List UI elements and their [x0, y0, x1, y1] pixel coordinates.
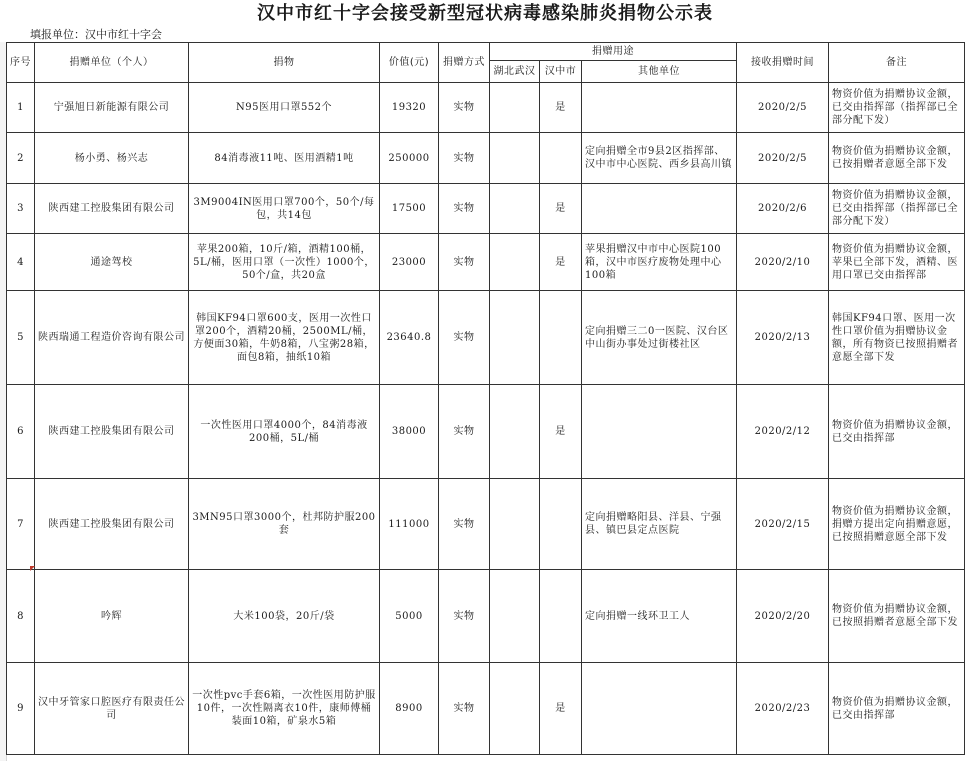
cell-wuhan[interactable]	[490, 663, 540, 755]
cell-item[interactable]: 84消毒液11吨、医用酒精1吨	[189, 133, 380, 184]
cell-note[interactable]: 物资价值为捐赠协议金额，已按捐赠者意愿全部下发	[829, 133, 965, 184]
cell-donor[interactable]: 吟辉	[35, 570, 189, 663]
table-row	[7, 479, 965, 570]
table-body	[7, 83, 965, 755]
cell-hanzhong[interactable]: 是	[540, 184, 582, 234]
cell-method[interactable]: 实物	[439, 570, 490, 663]
cell-item[interactable]: 一次性pvc手套6箱，一次性医用防护服10件，一次性隔离衣10件，康师傅桶装面10箱，矿泉水5箱	[189, 663, 380, 755]
cell-seq[interactable]: 4	[7, 234, 35, 291]
cell-wuhan[interactable]	[490, 385, 540, 479]
cell-seq[interactable]: 9	[7, 663, 35, 755]
cell-seq[interactable]: 1	[7, 83, 35, 133]
cell-method[interactable]: 实物	[439, 83, 490, 133]
cell-value[interactable]: 23000	[380, 234, 439, 291]
cell-item[interactable]: 大米100袋，20斤/袋	[189, 570, 380, 663]
cell-value[interactable]: 23640.8	[380, 291, 439, 385]
cell-date[interactable]: 2020/2/15	[737, 479, 829, 570]
cell-seq[interactable]: 8	[7, 570, 35, 663]
cell-date[interactable]: 2020/2/10	[737, 234, 829, 291]
cell-other[interactable]	[582, 385, 737, 479]
cell-donor[interactable]: 陕西建工控股集团有限公司	[35, 184, 189, 234]
cell-other[interactable]	[582, 83, 737, 133]
cell-item[interactable]: 韩国KF94口罩600支，医用一次性口罩200个，酒精20桶，2500ML/桶，方便面30箱，牛奶8箱，八宝粥28箱，面包8箱，抽纸10箱	[189, 291, 380, 385]
cell-hanzhong[interactable]	[540, 479, 582, 570]
header-hanzhong[interactable]: 汉中市	[540, 61, 582, 83]
cell-other[interactable]: 定向捐赠略阳县、洋县、宁强县、镇巴县定点医院	[582, 479, 737, 570]
header-seq[interactable]: 序号	[7, 43, 35, 83]
table-row	[7, 570, 965, 663]
cell-item[interactable]: 3MN95口罩3000个，杜邦防护服200套	[189, 479, 380, 570]
cell-seq[interactable]: 3	[7, 184, 35, 234]
cell-date[interactable]: 2020/2/23	[737, 663, 829, 755]
cell-date[interactable]: 2020/2/6	[737, 184, 829, 234]
table-row	[7, 184, 965, 234]
cell-method[interactable]: 实物	[439, 184, 490, 234]
cell-value[interactable]: 250000	[380, 133, 439, 184]
cell-wuhan[interactable]	[490, 133, 540, 184]
cell-hanzhong[interactable]	[540, 570, 582, 663]
cell-method[interactable]: 实物	[439, 291, 490, 385]
cell-method[interactable]: 实物	[439, 479, 490, 570]
cell-seq[interactable]: 5	[7, 291, 35, 385]
cell-date[interactable]: 2020/2/12	[737, 385, 829, 479]
cell-item[interactable]: 一次性医用口罩4000个，84消毒液200桶，5L/桶	[189, 385, 380, 479]
cell-other[interactable]: 定向捐赠全市9县2区指挥部、汉中市中心医院、西乡县高川镇	[582, 133, 737, 184]
cell-wuhan[interactable]	[490, 570, 540, 663]
cell-value[interactable]: 111000	[380, 479, 439, 570]
cell-wuhan[interactable]	[490, 184, 540, 234]
cell-date[interactable]: 2020/2/13	[737, 291, 829, 385]
cell-date[interactable]: 2020/2/5	[737, 133, 829, 184]
header-row-1	[7, 43, 965, 61]
cell-item[interactable]: N95医用口罩552个	[189, 83, 380, 133]
cell-seq[interactable]: 6	[7, 385, 35, 479]
cell-other[interactable]	[582, 663, 737, 755]
cell-value[interactable]: 19320	[380, 83, 439, 133]
table-row	[7, 234, 965, 291]
cell-note[interactable]: 物资价值为捐赠协议金额，已交由指挥部	[829, 663, 965, 755]
header-date[interactable]: 接收捐赠时间	[737, 43, 829, 83]
cell-value[interactable]: 8900	[380, 663, 439, 755]
cell-other[interactable]: 定向捐赠三二0一医院、汉台区中山街办事处过街楼社区	[582, 291, 737, 385]
filler-unit: 填报单位：汉中市红十字会	[30, 28, 162, 41]
cell-wuhan[interactable]	[490, 291, 540, 385]
cell-item[interactable]: 3M9004IN医用口罩700个，50个/每包，共14包	[189, 184, 380, 234]
cell-donor[interactable]: 杨小勇、杨兴志	[35, 133, 189, 184]
header-value[interactable]: 价值(元)	[380, 43, 439, 83]
cell-donor[interactable]: 宁强旭日新能源有限公司	[35, 83, 189, 133]
cell-donor[interactable]: 通途驾校	[35, 234, 189, 291]
cell-note[interactable]: 物资价值为捐赠协议金额，已交由指挥部（指挥部已全部分配下发）	[829, 83, 965, 133]
cell-value[interactable]: 5000	[380, 570, 439, 663]
cell-hanzhong[interactable]: 是	[540, 83, 582, 133]
header-donor[interactable]: 捐赠单位（个人）	[35, 43, 189, 83]
cell-seq[interactable]: 2	[7, 133, 35, 184]
cell-method[interactable]: 实物	[439, 234, 490, 291]
cell-donor[interactable]: 汉中牙管家口腔医疗有限责任公司	[35, 663, 189, 755]
cell-seq[interactable]: 7	[7, 479, 35, 570]
cell-note[interactable]: 物资价值为捐赠协议金额，已交由指挥部	[829, 385, 965, 479]
cell-hanzhong[interactable]: 是	[540, 663, 582, 755]
header-other[interactable]: 其他单位	[582, 61, 737, 83]
cell-wuhan[interactable]	[490, 83, 540, 133]
table-row	[7, 663, 965, 755]
cell-note[interactable]: 物资价值为捐赠协议金额，捐赠方提出定向捐赠意愿，已按照捐赠意愿全部下发	[829, 479, 965, 570]
cell-method[interactable]: 实物	[439, 663, 490, 755]
cell-hanzhong[interactable]: 是	[540, 234, 582, 291]
cell-hanzhong[interactable]	[540, 133, 582, 184]
cell-item[interactable]: 苹果200箱，10斤/箱，酒精100桶，5L/桶，医用口罩（一次性）1000个，50个/盒，共20盒	[189, 234, 380, 291]
cell-value[interactable]: 17500	[380, 184, 439, 234]
cell-other[interactable]: 定向捐赠一线环卫工人	[582, 570, 737, 663]
cell-note[interactable]: 韩国KF94口罩、医用一次性口罩价值为捐赠协议金额，所有物资已按照捐赠者意愿全部下发	[829, 291, 965, 385]
sheet-title: 汉中市红十字会接受新型冠状病毒感染肺炎捐物公示表	[257, 3, 713, 24]
cell-wuhan[interactable]	[490, 479, 540, 570]
cell-donor[interactable]: 陕西瑞通工程造价咨询有限公司	[35, 291, 189, 385]
table-row	[7, 385, 965, 479]
cell-hanzhong[interactable]	[540, 291, 582, 385]
cell-note[interactable]: 物资价值为捐赠协议金额，已按照捐赠者意愿全部下发	[829, 570, 965, 663]
comment-indicator	[30, 566, 35, 571]
cell-value[interactable]: 38000	[380, 385, 439, 479]
cell-wuhan[interactable]	[490, 234, 540, 291]
header-wuhan[interactable]: 湖北武汉	[490, 61, 540, 83]
cell-method[interactable]: 实物	[439, 385, 490, 479]
table-row	[7, 133, 965, 184]
header-note[interactable]: 备注	[829, 43, 965, 83]
cell-other[interactable]	[582, 184, 737, 234]
cell-date[interactable]: 2020/2/5	[737, 83, 829, 133]
cell-method[interactable]: 实物	[439, 133, 490, 184]
cell-note[interactable]: 物资价值为捐赠协议金额，已交由指挥部（指挥部已全部分配下发）	[829, 184, 965, 234]
cell-date[interactable]: 2020/2/20	[737, 570, 829, 663]
header-item[interactable]: 捐物	[189, 43, 380, 83]
header-purpose[interactable]: 捐赠用途	[490, 43, 737, 61]
cell-donor[interactable]: 陕西建工控股集团有限公司	[35, 479, 189, 570]
cell-note[interactable]: 物资价值为捐赠协议金额，苹果已全部下发，酒精、医用口罩已交由指挥部	[829, 234, 965, 291]
donation-table	[6, 42, 965, 755]
cell-donor[interactable]: 陕西建工控股集团有限公司	[35, 385, 189, 479]
cell-other[interactable]: 苹果捐赠汉中市中心医院100箱，汉中市医疗废物处理中心100箱	[582, 234, 737, 291]
header-method[interactable]: 捐赠方式	[439, 43, 490, 83]
table-row	[7, 291, 965, 385]
table-row	[7, 83, 965, 133]
cell-hanzhong[interactable]: 是	[540, 385, 582, 479]
